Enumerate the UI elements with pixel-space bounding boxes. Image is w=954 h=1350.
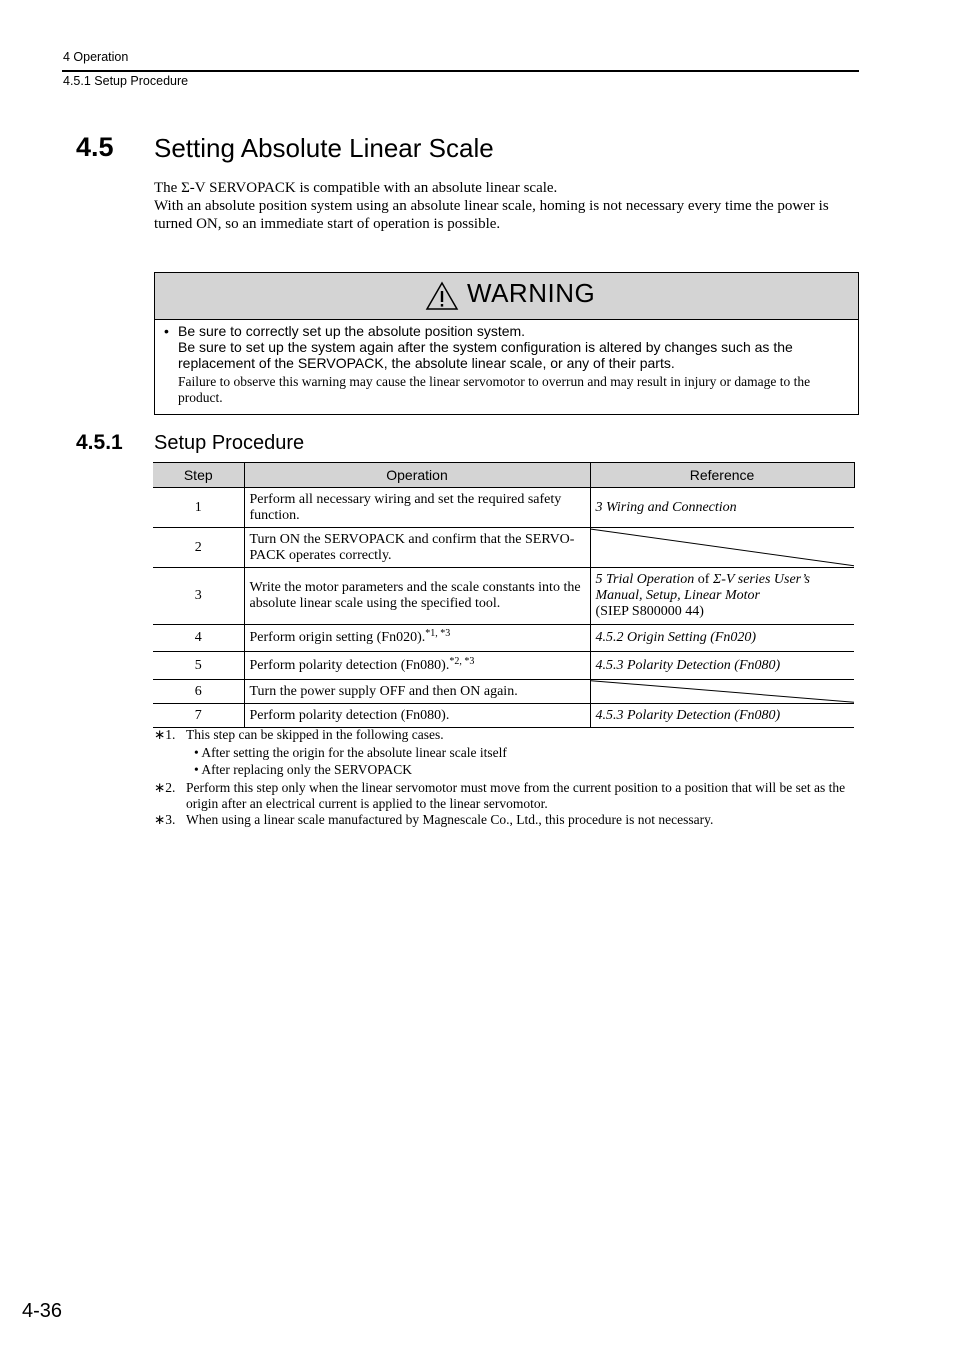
table-row (153, 704, 854, 728)
footnote-ref: *2, *3 (449, 655, 475, 667)
table-row (153, 568, 854, 625)
table-header-row (153, 463, 854, 488)
step-cell: 3 (153, 568, 244, 625)
footnote-text: This step can be skipped in the following cases. (186, 727, 444, 742)
reference-link[interactable]: 3 Wiring and Connection (590, 488, 854, 528)
operation-cell: Perform polarity detection (Fn080). (244, 704, 590, 728)
operation-cell (244, 625, 590, 652)
reference-chapter[interactable]: 5 Trial Operation (595, 572, 695, 587)
diagonal-slash (591, 528, 855, 567)
section-number: 4.5 (76, 132, 114, 162)
warning-header (155, 273, 858, 320)
section-title: Setting Absolute Linear Scale (154, 133, 494, 163)
warning-label: WARNING (467, 278, 596, 308)
operation-cell: Write the motor parameters and the scale constants into the absolute linear scale using the specified tool. (244, 568, 590, 625)
footnote-1-bullet-1: • After setting the origin for the absolute linear scale itself (194, 745, 507, 760)
table-row (153, 488, 854, 528)
reference-connector: of (694, 572, 713, 587)
table-row (153, 680, 854, 704)
step-cell: 4 (153, 625, 244, 652)
operation-cell (244, 652, 590, 680)
step-cell: 6 (153, 680, 244, 704)
warning-triangle-icon (425, 281, 459, 311)
setup-procedure-table (153, 462, 855, 728)
footnote-1-bullet-2: • After replacing only the SERVOPACK (194, 762, 413, 777)
reference-link[interactable]: 4.5.3 Polarity Detection (Fn080) (590, 652, 854, 680)
warning-instruction-2: Be sure to set up the system again after the system configuration is altered by changes such as the replacement of the SERVOPACK, the absolute linear scale, or any of their parts. (178, 339, 793, 371)
subsection-title: Setup Procedure (154, 432, 305, 454)
reference-link[interactable]: 4.5.3 Polarity Detection (Fn080) (590, 704, 854, 728)
operation-cell: Turn ON the SERVOPACK and confirm that the SERVO-PACK operates correctly. (244, 528, 590, 568)
header-rule (62, 70, 859, 72)
diagonal-slash (591, 680, 855, 703)
column-header-step: Step (153, 463, 244, 488)
operation-text: Perform polarity detection (Fn080). (249, 657, 450, 673)
running-header-chapter: 4 Operation (63, 50, 129, 64)
running-header-section: 4.5.1 Setup Procedure (63, 74, 189, 88)
footnote-text: Perform this step only when the linear servomotor must move from the current position to a position that will be set as the origin after an electrical current is applied to the linear servomotor. (186, 780, 846, 811)
operation-cell: Turn the power supply OFF and then ON again. (244, 680, 590, 704)
warning-box (154, 272, 859, 415)
reference-link[interactable]: 4.5.2 Origin Setting (Fn020) (590, 625, 854, 652)
reference-empty-cell (590, 680, 854, 704)
reference-cell[interactable] (590, 568, 854, 625)
step-cell: 1 (153, 488, 244, 528)
footnote-marker: ∗2. (154, 780, 176, 795)
reference-empty-cell (590, 528, 854, 568)
footnote-text: When using a linear scale manufactured by Magnescale Co., Ltd., this procedure is not necessary. (186, 812, 714, 827)
intro-paragraph-1: The Σ-V SERVOPACK is compatible with an absolute linear scale. (154, 180, 558, 196)
reference-manual[interactable]: Σ-V series User’s Manual, Setup, Linear Motor (595, 572, 810, 603)
warning-instruction-1: Be sure to correctly set up the absolute position system. (178, 323, 526, 339)
intro-paragraph-2: With an absolute position system using an absolute linear scale, homing is not necessary every time the power is turned ON, so an immediate start of operation is possible. (154, 198, 829, 232)
reference-manual-number: (SIEP S800000 44) (595, 604, 704, 619)
subsection-number: 4.5.1 (76, 431, 123, 454)
footnote-marker: ∗3. (154, 812, 176, 827)
column-header-operation: Operation (244, 463, 590, 488)
table-row (153, 625, 854, 652)
page-number: 4-36 (22, 1300, 63, 1322)
step-cell: 5 (153, 652, 244, 680)
operation-cell: Perform all necessary wiring and set the required safety function. (244, 488, 590, 528)
warning-bullet: • (164, 323, 169, 339)
footnote-marker: ∗1. (154, 727, 176, 742)
warning-consequence: Failure to observe this warning may cause the linear servomotor to overrun and may result in injury or damage to the product. (178, 374, 811, 405)
table-row (153, 652, 854, 680)
step-cell: 7 (153, 704, 244, 728)
footnote-2 (154, 780, 859, 812)
column-header-reference: Reference (590, 463, 854, 488)
footnote-ref: *1, *3 (425, 628, 451, 639)
step-cell: 2 (153, 528, 244, 568)
table-row (153, 528, 854, 568)
operation-text: Perform origin setting (Fn020). (249, 630, 426, 645)
